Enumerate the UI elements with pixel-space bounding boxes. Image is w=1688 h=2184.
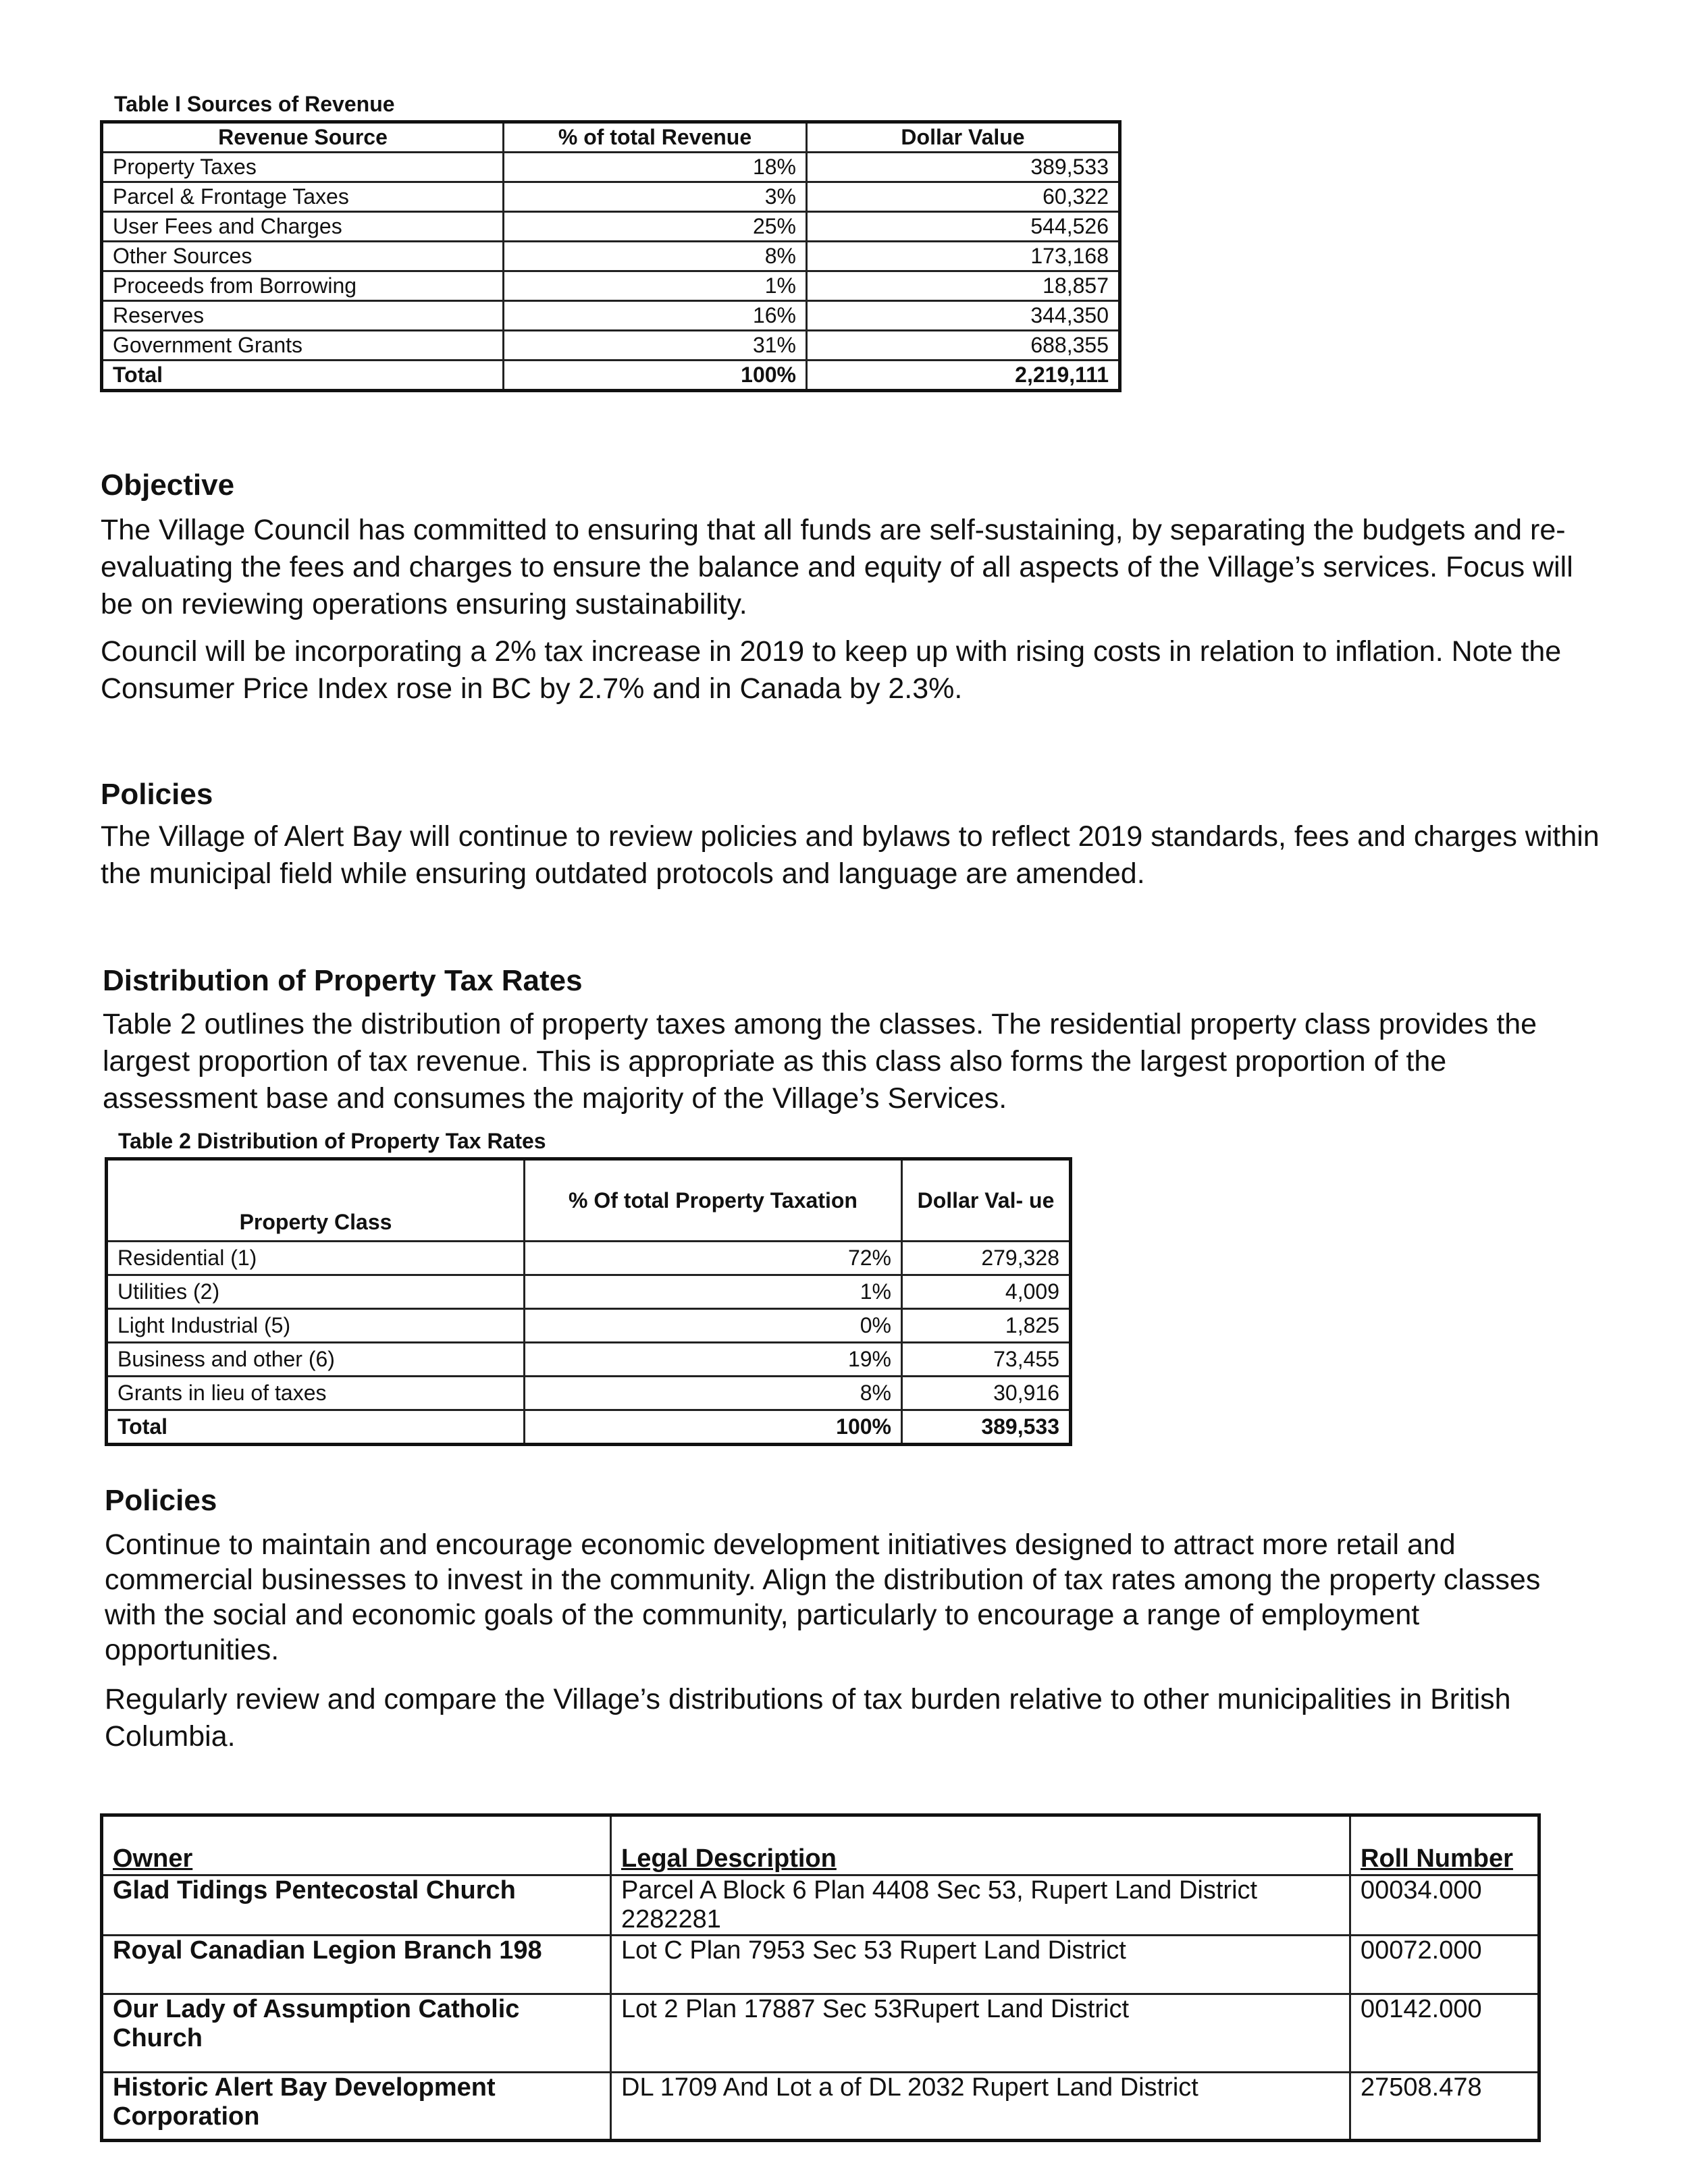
property-class-cell: Grants in lieu of taxes: [107, 1377, 525, 1410]
property-class-cell: Business and other (6): [107, 1343, 525, 1377]
table-row: [102, 1994, 1539, 2073]
total-value: 2,219,111: [807, 361, 1120, 391]
percent-cell: 0%: [525, 1309, 902, 1343]
table-total-row: [107, 1410, 1071, 1445]
revenue-source-cell: Government Grants: [102, 331, 504, 361]
percent-cell: 8%: [525, 1377, 902, 1410]
dollar-value-cell: 688,355: [807, 331, 1120, 361]
table-row: [102, 301, 1120, 331]
objective-paragraph-1: The Village Council has committed to ensuring that all funds are self-sustaining, by separating the budgets and re-evaluating the fees and charges to ensure the balance and equity of all aspects of the Village’s services. Focus will be on reviewing operations ensuring sustainability.: [101, 514, 1573, 620]
percent-cell: 1%: [525, 1275, 902, 1309]
objective-paragraph-2: Council will be incorporating a 2% tax increase in 2019 to keep up with rising costs in relation to inflation. Note the Consumer Price Index rose in BC by 2.7% and in Canada by 2.3%.: [101, 635, 1562, 705]
total-percent: 100%: [525, 1410, 902, 1445]
dollar-value-cell: 18,857: [807, 271, 1120, 301]
percent-cell: 31%: [504, 331, 807, 361]
percent-cell: 1%: [504, 271, 807, 301]
percent-cell: 18%: [504, 153, 807, 182]
table-row: [102, 242, 1120, 271]
property-class-cell: Residential (1): [107, 1242, 525, 1275]
table-row: [102, 212, 1120, 242]
table-row: [107, 1377, 1071, 1410]
dollar-value-cell: 173,168: [807, 242, 1120, 271]
distribution-heading: Distribution of Property Tax Rates: [103, 964, 583, 997]
table-row: [102, 153, 1120, 182]
dollar-value-cell: 30,916: [902, 1377, 1071, 1410]
table-row: [102, 1875, 1539, 1936]
property-class-cell: Light Industrial (5): [107, 1309, 525, 1343]
table-row: [107, 1343, 1071, 1377]
revenue-source-cell: Other Sources: [102, 242, 504, 271]
revenue-source-cell: Proceeds from Borrowing: [102, 271, 504, 301]
table-row: [102, 271, 1120, 301]
owner-cell: Historic Alert Bay Development Corporation: [102, 2073, 611, 2141]
column-header: Dollar Value: [807, 122, 1120, 153]
percent-cell: 19%: [525, 1343, 902, 1377]
total-percent: 100%: [504, 361, 807, 391]
legal-description-cell: Lot C Plan 7953 Sec 53 Rupert Land District: [611, 1936, 1350, 1994]
revenue-source-cell: Reserves: [102, 301, 504, 331]
dollar-value-cell: 389,533: [807, 153, 1120, 182]
dollar-value-cell: 544,526: [807, 212, 1120, 242]
column-header: % of total Revenue: [504, 122, 807, 153]
policies-heading-2: Policies: [105, 1484, 217, 1517]
legal-description-cell: DL 1709 And Lot a of DL 2032 Rupert Land District: [611, 2073, 1350, 2141]
roll-number-cell: 27508.478: [1350, 2073, 1539, 2141]
revenue-source-cell: Parcel & Frontage Taxes: [102, 182, 504, 212]
owner-cell: Royal Canadian Legion Branch 198: [102, 1936, 611, 1994]
dollar-value-cell: 73,455: [902, 1343, 1071, 1377]
table2-caption: Table 2 Distribution of Property Tax Rates: [118, 1129, 546, 1153]
table-row: [107, 1275, 1071, 1309]
total-value: 389,533: [902, 1410, 1071, 1445]
column-header: Property Class: [107, 1159, 525, 1242]
column-header: Revenue Source: [102, 122, 504, 153]
revenue-source-cell: User Fees and Charges: [102, 212, 504, 242]
table-header-row: [102, 1815, 1539, 1875]
dollar-value-cell: 279,328: [902, 1242, 1071, 1275]
roll-number-cell: 00142.000: [1350, 1994, 1539, 2073]
table-row: [102, 2073, 1539, 2141]
policies-paragraph: The Village of Alert Bay will continue to review policies and bylaws to reflect 2019 standards, fees and charges within the municipal field while ensuring outdated protocols and language are amended.: [101, 820, 1600, 890]
owner-cell: Glad Tidings Pentecostal Church: [102, 1875, 611, 1936]
legal-description-cell: Lot 2 Plan 17887 Sec 53Rupert Land District: [611, 1994, 1350, 2073]
percent-cell: 16%: [504, 301, 807, 331]
policies-paragraph-2a: Continue to maintain and encourage economic development initiatives designed to attract more retail and commercial businesses to invest in the community. Align the distribution of tax rates among the property classes with the social and economic goals of the community, particularly to encourage a range of employment opportunities.: [105, 1528, 1541, 1666]
table-header-row: [102, 122, 1120, 153]
property-tax-distribution-table: [105, 1157, 1072, 1446]
percent-cell: 8%: [504, 242, 807, 271]
revenue-sources-table: [100, 120, 1122, 392]
table1-caption: Table I Sources of Revenue: [114, 92, 395, 116]
table-header-row: [107, 1159, 1071, 1242]
column-header: Owner: [102, 1815, 611, 1875]
dollar-value-cell: 4,009: [902, 1275, 1071, 1309]
distribution-paragraph: Table 2 outlines the distribution of property taxes among the classes. The residential property class provides the largest proportion of tax revenue. This is appropriate as this class also forms the largest proportion of the assessment base and consumes the majority of the Village’s Services.: [103, 1008, 1537, 1115]
column-header: Dollar Val- ue: [902, 1159, 1071, 1242]
table-row: [102, 1936, 1539, 1994]
dollar-value-cell: 1,825: [902, 1309, 1071, 1343]
table-row: [102, 182, 1120, 212]
property-class-cell: Utilities (2): [107, 1275, 525, 1309]
total-label: Total: [102, 361, 504, 391]
dollar-value-cell: 60,322: [807, 182, 1120, 212]
roll-number-cell: 00072.000: [1350, 1936, 1539, 1994]
legal-description-cell: Parcel A Block 6 Plan 4408 Sec 53, Rupert Land District 2282281: [611, 1875, 1350, 1936]
revenue-source-cell: Property Taxes: [102, 153, 504, 182]
total-label: Total: [107, 1410, 525, 1445]
column-header: Roll Number: [1350, 1815, 1539, 1875]
roll-number-cell: 00034.000: [1350, 1875, 1539, 1936]
table-row: [107, 1309, 1071, 1343]
percent-cell: 25%: [504, 212, 807, 242]
table-row: [107, 1242, 1071, 1275]
percent-cell: 72%: [525, 1242, 902, 1275]
percent-cell: 3%: [504, 182, 807, 212]
dollar-value-cell: 344,350: [807, 301, 1120, 331]
policies-paragraph-2b: Regularly review and compare the Village’s distributions of tax burden relative to other municipalities in British Columbia.: [105, 1683, 1511, 1753]
table-row: [102, 331, 1120, 361]
column-header: % Of total Property Taxation: [525, 1159, 902, 1242]
column-header: Legal Description: [611, 1815, 1350, 1875]
policies-heading: Policies: [101, 778, 213, 811]
owner-cell: Our Lady of Assumption Catholic Church: [102, 1994, 611, 2073]
table-total-row: [102, 361, 1120, 391]
objective-heading: Objective: [101, 469, 235, 502]
property-owners-table: [100, 1813, 1541, 2142]
